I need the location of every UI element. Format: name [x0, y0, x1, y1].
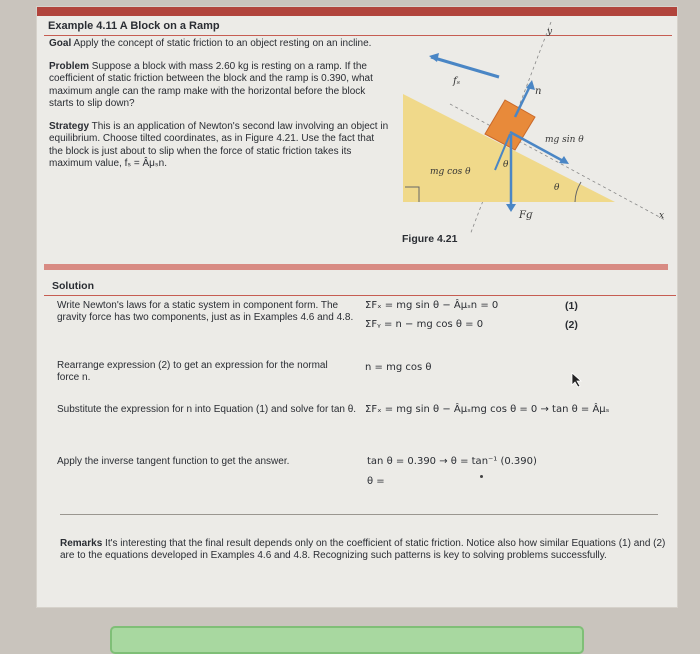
label-theta-ramp: θ	[554, 183, 560, 193]
answer-theta: θ =	[367, 476, 385, 487]
gravity-arrowhead	[506, 204, 516, 212]
label-y: y	[547, 27, 553, 37]
remarks-label: Remarks	[60, 538, 103, 549]
equation-normal: n = mg cos θ	[365, 362, 432, 373]
friction-arrow	[431, 57, 499, 77]
step-1-text: Write Newton's laws for a static system in component form. The gravity force has two components, just as in Examples 4.6 and 4.8.	[57, 300, 354, 323]
step-4-text: Apply the inverse tangent function to get the answer.	[57, 456, 290, 467]
equation-2: ΣFᵧ = n − mg cos θ = 0	[365, 319, 484, 330]
problem-label: Problem	[49, 60, 90, 72]
equation-arctan: tan θ = 0.390 → θ = tan⁻¹ (0.390)	[367, 456, 537, 467]
divider	[60, 514, 658, 515]
strategy-text: This is an application of Newton's second law involving an object in equilibrium. Choose tilted coordinates, as in Figure 4.21. Use the fact that the block is just about to slip when the force of static friction takes its maximum value, fₛ = Âμₛn.	[49, 120, 389, 169]
goal-paragraph	[49, 38, 389, 51]
label-n: n	[535, 86, 542, 97]
example-title: Example 4.11 A Block on a Ramp	[44, 17, 672, 36]
problem-text: Suppose a block with mass 2.60 kg is resting on a ramp. If the coefficient of static friction between the block and the ramp is 0.390, what maximum angle can the ramp make with the horizontal before the block starts to slip down?	[49, 60, 373, 109]
equation-1-number: (1)	[565, 300, 578, 312]
label-fs: fₛ	[453, 76, 461, 87]
label-fg: Fɡ	[519, 210, 533, 221]
submit-button[interactable]	[110, 626, 584, 654]
step-2-text: Rearrange expression (2) to get an expression for the normal force n.	[57, 360, 328, 383]
problem-paragraph	[49, 61, 389, 111]
equation-1: ΣFₓ = mg sin θ − Âμₛn = 0	[365, 300, 499, 311]
friction-arrowhead	[429, 53, 439, 62]
intro-text	[49, 38, 389, 181]
equation-2-number: (2)	[565, 319, 578, 331]
label-mgcos: mg cos θ	[430, 167, 471, 177]
goal-text: Apply the concept of static friction to an object resting on an incline.	[71, 38, 372, 49]
label-x: x	[659, 211, 665, 221]
label-theta-inner: θ	[503, 160, 509, 170]
strategy-label: Strategy	[49, 120, 90, 132]
mouse-cursor-icon	[571, 372, 583, 388]
equation-tan: ΣFₓ = mg sin θ − Âμₛmg cos θ = 0 → tan θ = Âμₛ	[365, 404, 610, 415]
strategy-paragraph	[49, 121, 389, 171]
remarks-paragraph	[60, 538, 674, 562]
answer-dot	[480, 475, 483, 478]
solution-accent-bar	[44, 264, 668, 270]
remarks-text: It's interesting that the final result depends only on the coefficient of static friction. Notice also how similar Equations (1) and (2) are to the equations developed in Examples 4.6 and 4.8. Recognizing such patterns is key to solving problems successfully.	[60, 538, 666, 561]
goal-label: Goal	[49, 38, 72, 49]
solution-heading: Solution	[44, 278, 676, 296]
label-mgsin: mg sin θ	[545, 135, 584, 145]
step-3-text: Substitute the expression for n into Equation (1) and solve for tan θ.	[57, 404, 357, 415]
ramp-figure	[395, 22, 695, 247]
top-accent-bar	[37, 7, 677, 16]
figure-caption: Figure 4.21	[402, 233, 458, 245]
